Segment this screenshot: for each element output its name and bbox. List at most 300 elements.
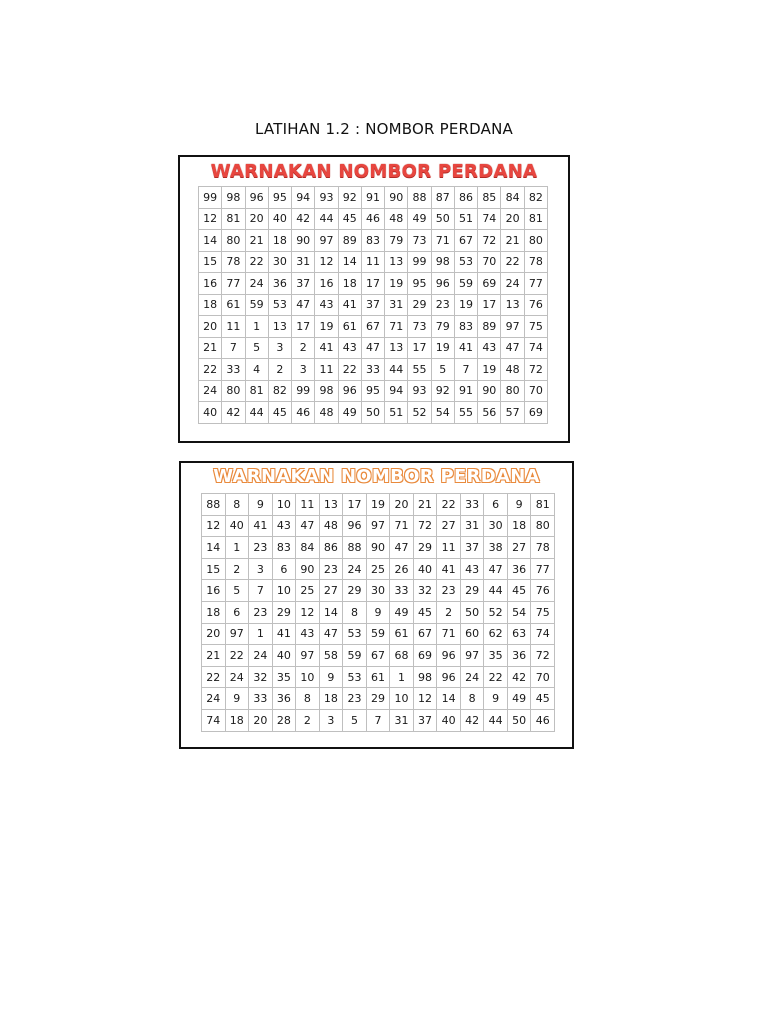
number-cell[interactable]: 48 [319,515,343,537]
number-cell[interactable]: 71 [431,230,454,252]
number-cell[interactable]: 19 [454,294,477,316]
number-cell[interactable]: 50 [507,709,531,731]
number-cell[interactable]: 93 [408,380,431,402]
number-cell[interactable]: 41 [249,515,273,537]
number-cell[interactable]: 84 [296,537,320,559]
number-cell[interactable]: 53 [343,666,367,688]
number-cell[interactable]: 90 [385,187,408,209]
number-cell[interactable]: 69 [478,273,501,295]
number-cell[interactable]: 77 [222,273,245,295]
number-cell[interactable]: 29 [413,537,437,559]
number-cell[interactable]: 17 [361,273,384,295]
number-cell[interactable]: 43 [460,558,484,580]
number-cell[interactable]: 20 [245,208,268,230]
number-cell[interactable]: 47 [296,515,320,537]
number-cell[interactable]: 49 [408,208,431,230]
number-cell[interactable]: 36 [507,645,531,667]
number-cell[interactable]: 24 [202,688,226,710]
number-cell[interactable]: 24 [245,273,268,295]
number-cell[interactable]: 35 [272,666,296,688]
number-cell[interactable]: 56 [478,402,501,424]
number-cell[interactable]: 83 [454,316,477,338]
number-cell[interactable]: 47 [390,537,414,559]
number-cell[interactable]: 57 [501,402,524,424]
number-cell[interactable]: 74 [524,337,547,359]
number-cell[interactable]: 49 [338,402,361,424]
number-cell[interactable]: 98 [315,380,338,402]
number-cell[interactable]: 40 [225,515,249,537]
number-cell[interactable]: 18 [199,294,222,316]
number-cell[interactable]: 14 [199,230,222,252]
number-cell[interactable]: 71 [385,316,408,338]
number-cell[interactable]: 8 [460,688,484,710]
number-cell[interactable]: 16 [202,580,226,602]
number-cell[interactable]: 44 [315,208,338,230]
number-cell[interactable]: 89 [478,316,501,338]
number-cell[interactable]: 53 [454,251,477,273]
number-cell[interactable]: 25 [296,580,320,602]
number-cell[interactable]: 20 [199,316,222,338]
number-cell[interactable]: 81 [245,380,268,402]
number-cell[interactable]: 1 [249,623,273,645]
number-cell[interactable]: 42 [507,666,531,688]
number-cell[interactable]: 8 [225,494,249,516]
number-cell[interactable]: 22 [501,251,524,273]
number-cell[interactable]: 92 [431,380,454,402]
number-cell[interactable]: 45 [531,688,555,710]
number-cell[interactable]: 83 [361,230,384,252]
number-cell[interactable]: 19 [315,316,338,338]
number-cell[interactable]: 72 [531,645,555,667]
number-cell[interactable]: 1 [225,537,249,559]
number-cell[interactable]: 2 [268,359,291,381]
number-cell[interactable]: 50 [460,601,484,623]
number-cell[interactable]: 22 [199,359,222,381]
number-cell[interactable]: 93 [315,187,338,209]
number-cell[interactable]: 75 [531,601,555,623]
number-cell[interactable]: 33 [361,359,384,381]
number-cell[interactable]: 46 [531,709,555,731]
number-cell[interactable]: 78 [531,537,555,559]
number-cell[interactable]: 42 [460,709,484,731]
number-cell[interactable]: 50 [431,208,454,230]
number-cell[interactable]: 96 [245,187,268,209]
number-cell[interactable]: 28 [272,709,296,731]
number-cell[interactable]: 95 [361,380,384,402]
number-cell[interactable]: 43 [315,294,338,316]
number-cell[interactable]: 79 [385,230,408,252]
number-cell[interactable]: 91 [361,187,384,209]
number-cell[interactable]: 90 [366,537,390,559]
number-cell[interactable]: 13 [385,251,408,273]
number-cell[interactable]: 97 [501,316,524,338]
number-cell[interactable]: 17 [408,337,431,359]
number-cell[interactable]: 12 [199,208,222,230]
number-cell[interactable]: 48 [501,359,524,381]
number-cell[interactable]: 41 [338,294,361,316]
number-cell[interactable]: 27 [507,537,531,559]
number-cell[interactable]: 14 [338,251,361,273]
number-cell[interactable]: 29 [272,601,296,623]
number-cell[interactable]: 30 [268,251,291,273]
number-cell[interactable]: 9 [319,666,343,688]
number-cell[interactable]: 12 [202,515,226,537]
number-cell[interactable]: 63 [507,623,531,645]
number-cell[interactable]: 33 [460,494,484,516]
number-cell[interactable]: 7 [222,337,245,359]
number-cell[interactable]: 11 [315,359,338,381]
number-cell[interactable]: 20 [249,709,273,731]
number-cell[interactable]: 33 [222,359,245,381]
number-cell[interactable]: 21 [199,337,222,359]
number-cell[interactable]: 12 [315,251,338,273]
number-cell[interactable]: 53 [343,623,367,645]
number-cell[interactable]: 67 [366,645,390,667]
number-cell[interactable]: 40 [199,402,222,424]
number-cell[interactable]: 23 [437,580,461,602]
number-cell[interactable]: 48 [385,208,408,230]
number-cell[interactable]: 40 [272,645,296,667]
number-cell[interactable]: 70 [531,666,555,688]
number-cell[interactable]: 13 [501,294,524,316]
number-cell[interactable]: 81 [524,208,547,230]
number-cell[interactable]: 37 [292,273,315,295]
number-cell[interactable]: 78 [524,251,547,273]
number-cell[interactable]: 80 [222,380,245,402]
number-cell[interactable]: 99 [408,251,431,273]
number-cell[interactable]: 54 [507,601,531,623]
number-cell[interactable]: 95 [408,273,431,295]
number-cell[interactable]: 41 [437,558,461,580]
number-cell[interactable]: 71 [390,515,414,537]
number-cell[interactable]: 47 [319,623,343,645]
number-cell[interactable]: 42 [222,402,245,424]
number-cell[interactable]: 44 [245,402,268,424]
number-cell[interactable]: 22 [338,359,361,381]
number-cell[interactable]: 5 [343,709,367,731]
number-cell[interactable]: 79 [431,316,454,338]
number-cell[interactable]: 18 [202,601,226,623]
number-cell[interactable]: 43 [272,515,296,537]
number-cell[interactable]: 30 [484,515,508,537]
number-cell[interactable]: 45 [507,580,531,602]
number-cell[interactable]: 6 [272,558,296,580]
number-cell[interactable]: 24 [225,666,249,688]
number-cell[interactable]: 58 [319,645,343,667]
number-cell[interactable]: 31 [292,251,315,273]
number-cell[interactable]: 47 [501,337,524,359]
number-cell[interactable]: 24 [501,273,524,295]
number-cell[interactable]: 78 [222,251,245,273]
number-cell[interactable]: 90 [292,230,315,252]
number-cell[interactable]: 55 [408,359,431,381]
number-cell[interactable]: 70 [524,380,547,402]
number-cell[interactable]: 22 [202,666,226,688]
number-cell[interactable]: 3 [292,359,315,381]
number-cell[interactable]: 3 [319,709,343,731]
number-cell[interactable]: 24 [199,380,222,402]
number-cell[interactable]: 90 [296,558,320,580]
number-cell[interactable]: 20 [501,208,524,230]
number-cell[interactable]: 21 [501,230,524,252]
number-cell[interactable]: 73 [408,230,431,252]
number-cell[interactable]: 75 [524,316,547,338]
number-cell[interactable]: 11 [296,494,320,516]
number-cell[interactable]: 29 [408,294,431,316]
number-cell[interactable]: 96 [343,515,367,537]
number-cell[interactable]: 49 [507,688,531,710]
number-cell[interactable]: 86 [319,537,343,559]
number-cell[interactable]: 50 [361,402,384,424]
number-cell[interactable]: 17 [478,294,501,316]
number-cell[interactable]: 76 [531,580,555,602]
number-cell[interactable]: 7 [366,709,390,731]
number-cell[interactable]: 61 [390,623,414,645]
number-cell[interactable]: 31 [460,515,484,537]
number-cell[interactable]: 23 [343,688,367,710]
number-cell[interactable]: 7 [249,580,273,602]
number-cell[interactable]: 24 [343,558,367,580]
number-cell[interactable]: 17 [292,316,315,338]
number-cell[interactable]: 69 [413,645,437,667]
number-cell[interactable]: 84 [501,187,524,209]
number-cell[interactable]: 47 [292,294,315,316]
number-cell[interactable]: 95 [268,187,291,209]
number-cell[interactable]: 67 [413,623,437,645]
number-cell[interactable]: 80 [531,515,555,537]
number-cell[interactable]: 72 [413,515,437,537]
number-cell[interactable]: 88 [202,494,226,516]
number-cell[interactable]: 40 [437,709,461,731]
number-cell[interactable]: 24 [249,645,273,667]
number-cell[interactable]: 9 [366,601,390,623]
number-cell[interactable]: 20 [202,623,226,645]
number-cell[interactable]: 55 [454,402,477,424]
number-cell[interactable]: 98 [413,666,437,688]
number-cell[interactable]: 52 [408,402,431,424]
number-cell[interactable]: 22 [225,645,249,667]
number-cell[interactable]: 76 [524,294,547,316]
number-cell[interactable]: 9 [484,688,508,710]
number-cell[interactable]: 97 [296,645,320,667]
number-cell[interactable]: 87 [431,187,454,209]
number-cell[interactable]: 45 [268,402,291,424]
number-cell[interactable]: 96 [431,273,454,295]
number-cell[interactable]: 60 [460,623,484,645]
number-cell[interactable]: 17 [343,494,367,516]
number-cell[interactable]: 26 [390,558,414,580]
number-cell[interactable]: 59 [343,645,367,667]
number-cell[interactable]: 9 [249,494,273,516]
number-cell[interactable]: 74 [202,709,226,731]
number-cell[interactable]: 22 [484,666,508,688]
number-cell[interactable]: 36 [268,273,291,295]
number-cell[interactable]: 48 [315,402,338,424]
number-cell[interactable]: 19 [385,273,408,295]
number-cell[interactable]: 81 [222,208,245,230]
number-cell[interactable]: 8 [296,688,320,710]
number-cell[interactable]: 91 [454,380,477,402]
number-cell[interactable]: 32 [249,666,273,688]
number-cell[interactable]: 8 [343,601,367,623]
number-cell[interactable]: 1 [390,666,414,688]
number-cell[interactable]: 18 [338,273,361,295]
number-cell[interactable]: 43 [338,337,361,359]
number-cell[interactable]: 88 [408,187,431,209]
number-cell[interactable]: 73 [408,316,431,338]
number-cell[interactable]: 23 [249,537,273,559]
number-cell[interactable]: 70 [478,251,501,273]
number-cell[interactable]: 98 [222,187,245,209]
number-cell[interactable]: 45 [338,208,361,230]
number-cell[interactable]: 18 [268,230,291,252]
number-cell[interactable]: 12 [413,688,437,710]
number-cell[interactable]: 96 [338,380,361,402]
number-cell[interactable]: 49 [390,601,414,623]
number-cell[interactable]: 14 [319,601,343,623]
number-cell[interactable]: 59 [454,273,477,295]
number-cell[interactable]: 61 [366,666,390,688]
number-cell[interactable]: 29 [343,580,367,602]
number-cell[interactable]: 23 [319,558,343,580]
number-cell[interactable]: 61 [338,316,361,338]
number-cell[interactable]: 62 [484,623,508,645]
number-cell[interactable]: 69 [524,402,547,424]
number-cell[interactable]: 33 [249,688,273,710]
number-cell[interactable]: 5 [431,359,454,381]
number-cell[interactable]: 31 [390,709,414,731]
number-cell[interactable]: 18 [319,688,343,710]
number-cell[interactable]: 2 [296,709,320,731]
number-cell[interactable]: 36 [507,558,531,580]
number-cell[interactable]: 16 [199,273,222,295]
number-cell[interactable]: 59 [245,294,268,316]
number-cell[interactable]: 40 [413,558,437,580]
number-cell[interactable]: 43 [296,623,320,645]
number-cell[interactable]: 44 [385,359,408,381]
number-cell[interactable]: 90 [478,380,501,402]
number-cell[interactable]: 5 [245,337,268,359]
number-cell[interactable]: 13 [385,337,408,359]
number-cell[interactable]: 10 [272,494,296,516]
number-cell[interactable]: 96 [437,666,461,688]
number-cell[interactable]: 89 [338,230,361,252]
number-cell[interactable]: 33 [390,580,414,602]
number-cell[interactable]: 83 [272,537,296,559]
number-cell[interactable]: 82 [524,187,547,209]
number-cell[interactable]: 77 [531,558,555,580]
number-cell[interactable]: 94 [385,380,408,402]
number-cell[interactable]: 10 [272,580,296,602]
number-cell[interactable]: 20 [390,494,414,516]
number-cell[interactable]: 41 [272,623,296,645]
number-cell[interactable]: 52 [484,601,508,623]
number-cell[interactable]: 35 [484,645,508,667]
number-cell[interactable]: 21 [245,230,268,252]
number-cell[interactable]: 47 [361,337,384,359]
number-cell[interactable]: 96 [437,645,461,667]
number-cell[interactable]: 43 [478,337,501,359]
number-cell[interactable]: 11 [361,251,384,273]
number-cell[interactable]: 86 [454,187,477,209]
number-cell[interactable]: 19 [478,359,501,381]
number-cell[interactable]: 41 [454,337,477,359]
number-cell[interactable]: 53 [268,294,291,316]
number-cell[interactable]: 2 [292,337,315,359]
number-cell[interactable]: 14 [202,537,226,559]
number-cell[interactable]: 80 [501,380,524,402]
number-cell[interactable]: 54 [431,402,454,424]
number-cell[interactable]: 24 [460,666,484,688]
number-cell[interactable]: 3 [268,337,291,359]
number-cell[interactable]: 29 [366,688,390,710]
number-cell[interactable]: 97 [460,645,484,667]
number-cell[interactable]: 29 [460,580,484,602]
number-cell[interactable]: 99 [292,380,315,402]
number-cell[interactable]: 19 [366,494,390,516]
number-cell[interactable]: 6 [484,494,508,516]
number-cell[interactable]: 4 [245,359,268,381]
number-cell[interactable]: 51 [385,402,408,424]
number-cell[interactable]: 15 [199,251,222,273]
number-cell[interactable]: 77 [524,273,547,295]
number-cell[interactable]: 6 [225,601,249,623]
number-cell[interactable]: 97 [315,230,338,252]
number-cell[interactable]: 15 [202,558,226,580]
number-cell[interactable]: 30 [366,580,390,602]
number-cell[interactable]: 41 [315,337,338,359]
number-cell[interactable]: 68 [390,645,414,667]
number-cell[interactable]: 27 [437,515,461,537]
number-cell[interactable]: 88 [343,537,367,559]
number-cell[interactable]: 98 [431,251,454,273]
number-cell[interactable]: 61 [222,294,245,316]
number-cell[interactable]: 23 [431,294,454,316]
number-cell[interactable]: 18 [507,515,531,537]
number-cell[interactable]: 37 [460,537,484,559]
number-cell[interactable]: 74 [531,623,555,645]
number-cell[interactable]: 11 [437,537,461,559]
number-cell[interactable]: 74 [478,208,501,230]
number-cell[interactable]: 67 [361,316,384,338]
number-cell[interactable]: 19 [431,337,454,359]
number-cell[interactable]: 9 [507,494,531,516]
number-cell[interactable]: 59 [366,623,390,645]
number-cell[interactable]: 18 [225,709,249,731]
number-cell[interactable]: 12 [296,601,320,623]
number-cell[interactable]: 37 [413,709,437,731]
number-cell[interactable]: 11 [222,316,245,338]
number-cell[interactable]: 67 [454,230,477,252]
number-cell[interactable]: 42 [292,208,315,230]
number-cell[interactable]: 22 [245,251,268,273]
number-cell[interactable]: 5 [225,580,249,602]
number-cell[interactable]: 72 [524,359,547,381]
number-cell[interactable]: 40 [268,208,291,230]
number-cell[interactable]: 44 [484,709,508,731]
number-cell[interactable]: 97 [366,515,390,537]
number-cell[interactable]: 80 [524,230,547,252]
number-cell[interactable]: 46 [361,208,384,230]
number-cell[interactable]: 46 [292,402,315,424]
number-cell[interactable]: 32 [413,580,437,602]
number-cell[interactable]: 47 [484,558,508,580]
number-cell[interactable]: 51 [454,208,477,230]
number-cell[interactable]: 92 [338,187,361,209]
number-cell[interactable]: 13 [319,494,343,516]
number-cell[interactable]: 81 [531,494,555,516]
number-cell[interactable]: 71 [437,623,461,645]
